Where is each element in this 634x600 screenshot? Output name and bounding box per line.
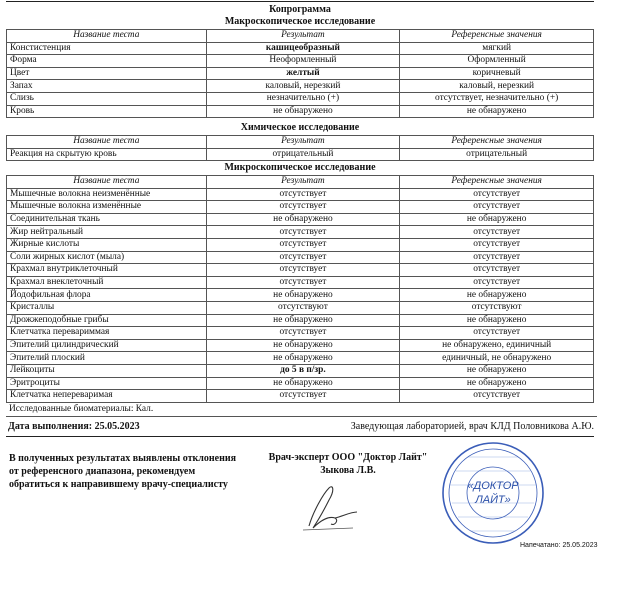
test-result: Неоформленный <box>206 55 400 68</box>
test-result: кашицеобразный <box>206 42 400 55</box>
reference-value: не обнаружено <box>400 364 594 377</box>
expert-block <box>248 451 448 477</box>
signature-image <box>295 482 365 532</box>
reference-value: отсутствует <box>400 251 594 264</box>
table-row <box>7 314 594 327</box>
macro-section-title: Макроскопическое исследование <box>224 16 376 27</box>
table-row <box>7 148 594 161</box>
test-name: Реакция на скрытую кровь <box>7 148 207 161</box>
table-row <box>7 377 594 390</box>
chem-table <box>6 135 594 161</box>
test-result: не обнаружено <box>206 213 400 226</box>
test-result: отсутствует <box>206 201 400 214</box>
table-row <box>7 67 594 80</box>
test-name: Слизь <box>7 92 207 105</box>
test-name: Эритроциты <box>7 377 207 390</box>
expert-name: Зыкова Л.В. <box>320 465 376 476</box>
test-result: не обнаружено <box>206 289 400 302</box>
reference-value: отсутствует <box>400 188 594 201</box>
reference-value: отсутствует <box>400 238 594 251</box>
test-name: Крахмал внутриклеточный <box>7 264 207 277</box>
column-header: Название теста <box>7 176 207 189</box>
table-row <box>7 201 594 214</box>
doc-title: Копрограмма <box>269 4 331 15</box>
printed-date: Напечатано: 25.05.2023 <box>520 542 598 549</box>
table-row <box>7 226 594 239</box>
reference-value: коричневый <box>400 67 594 80</box>
column-header: Результат <box>206 176 400 189</box>
table-row <box>7 251 594 264</box>
test-name: Запах <box>7 80 207 93</box>
test-result: отсутствует <box>206 327 400 340</box>
test-result: желтый <box>206 67 400 80</box>
test-name: Лейкоциты <box>7 364 207 377</box>
reference-value: отрицательный <box>400 148 594 161</box>
table-row <box>7 213 594 226</box>
column-header: Референсные значения <box>400 136 594 149</box>
table-row <box>7 390 594 403</box>
table-row <box>7 80 594 93</box>
table-row <box>7 92 594 105</box>
test-name: Кровь <box>7 105 207 118</box>
micro-table <box>6 175 594 403</box>
test-result: отсутствует <box>206 226 400 239</box>
table-row <box>7 301 594 314</box>
test-name: Крахмал внеклеточный <box>7 276 207 289</box>
test-name: Форма <box>7 55 207 68</box>
reference-value: мягкий <box>400 42 594 55</box>
completion-date <box>8 421 140 432</box>
test-name: Йодофильная флора <box>7 289 207 302</box>
column-header: Название теста <box>7 136 207 149</box>
test-result: не обнаружено <box>206 105 400 118</box>
test-name: Эпителий цилиндрический <box>7 339 207 352</box>
test-name: Констистенция <box>7 42 207 55</box>
reference-value: отсутствует <box>400 264 594 277</box>
table-header-row <box>7 136 594 149</box>
reference-value: отсутствует, незначительно (+) <box>400 92 594 105</box>
column-header: Название теста <box>7 30 207 43</box>
test-result: отсутствует <box>206 276 400 289</box>
column-header: Результат <box>206 30 400 43</box>
test-name: Цвет <box>7 67 207 80</box>
test-result: незначительно (+) <box>206 92 400 105</box>
table-row <box>7 352 594 365</box>
reference-value: отсутствует <box>400 226 594 239</box>
test-name: Эпителий плоский <box>7 352 207 365</box>
reference-value: отсутствуют <box>400 301 594 314</box>
test-result: не обнаружено <box>206 314 400 327</box>
test-result: отсутствует <box>206 264 400 277</box>
test-result: не обнаружено <box>206 339 400 352</box>
table-header-row <box>7 30 594 43</box>
macro-table <box>6 29 594 118</box>
stamp-logo-text-2: ЛАЙТ» <box>475 494 511 506</box>
table-row <box>7 276 594 289</box>
test-result: не обнаружено <box>206 352 400 365</box>
table-row <box>7 105 594 118</box>
test-name: Клетчатка перевариммая <box>7 327 207 340</box>
reference-value: каловый, нерезкий <box>400 80 594 93</box>
reference-value: не обнаружено <box>400 213 594 226</box>
reference-value: отсутствует <box>400 390 594 403</box>
chem-section-title: Химическое исследование <box>240 122 360 133</box>
reference-value: отсутствует <box>400 276 594 289</box>
test-name: Соединительная ткань <box>7 213 207 226</box>
reference-value: отсутствует <box>400 201 594 214</box>
test-name: Кристаллы <box>7 301 207 314</box>
test-result: отсутствует <box>206 251 400 264</box>
test-result: не обнаружено <box>206 377 400 390</box>
table-header-row <box>7 176 594 189</box>
test-result: отсутствует <box>206 188 400 201</box>
column-header: Результат <box>206 136 400 149</box>
reference-value: отсутствует <box>400 327 594 340</box>
completion-date-text: Дата выполнения: 25.05.2023 <box>8 421 140 432</box>
test-name: Жир нейтральный <box>7 226 207 239</box>
clinic-stamp <box>428 437 558 547</box>
table-row <box>7 42 594 55</box>
micro-section-title: Микроскопическое исследование <box>224 162 376 173</box>
reference-value: не обнаружено <box>400 105 594 118</box>
biomaterial-line: Исследованные биоматериалы: Кал. <box>6 404 597 417</box>
table-row <box>7 264 594 277</box>
test-result: отсутствуют <box>206 301 400 314</box>
test-result: до 5 в п/зр. <box>206 364 400 377</box>
reference-value: не обнаружено, единичный <box>400 339 594 352</box>
test-name: Соли жирных кислот (мыла) <box>7 251 207 264</box>
test-name: Дрожжеподобные грибы <box>7 314 207 327</box>
table-row <box>7 289 594 302</box>
table-row <box>7 188 594 201</box>
test-name: Мышечные волокна неизменённые <box>7 188 207 201</box>
test-name: Клетчатка непереваримая <box>7 390 207 403</box>
table-row <box>7 55 594 68</box>
reference-value: не обнаружено <box>400 289 594 302</box>
table-row <box>7 238 594 251</box>
table-row <box>7 364 594 377</box>
table-row <box>7 339 594 352</box>
lab-head: Заведующая лабораторией, врач КЛД Половникова А.Ю. <box>350 421 594 432</box>
test-result: отрицательный <box>206 148 400 161</box>
stamp-logo-text: «ДОКТОР <box>467 480 519 492</box>
reference-value: единичный, не обнаружено <box>400 352 594 365</box>
test-name: Жирные кислоты <box>7 238 207 251</box>
reference-value: Оформленный <box>400 55 594 68</box>
top-rule <box>6 1 594 2</box>
reference-value: не обнаружено <box>400 314 594 327</box>
column-header: Референсные значения <box>400 176 594 189</box>
column-header: Референсные значения <box>400 30 594 43</box>
expert-title: Врач-эксперт ООО "Доктор Лайт" <box>268 452 428 463</box>
test-result: отсутствует <box>206 390 400 403</box>
reference-value: не обнаружено <box>400 377 594 390</box>
deviation-warning: В полученных результатах выявлены отклонения от референсного диапазона, рекомендуем обратиться к направившему врачу-специалисту <box>9 453 236 490</box>
test-name: Мышечные волокна изменённые <box>7 201 207 214</box>
table-row <box>7 327 594 340</box>
test-result: отсутствует <box>206 238 400 251</box>
test-result: каловый, нерезкий <box>206 80 400 93</box>
